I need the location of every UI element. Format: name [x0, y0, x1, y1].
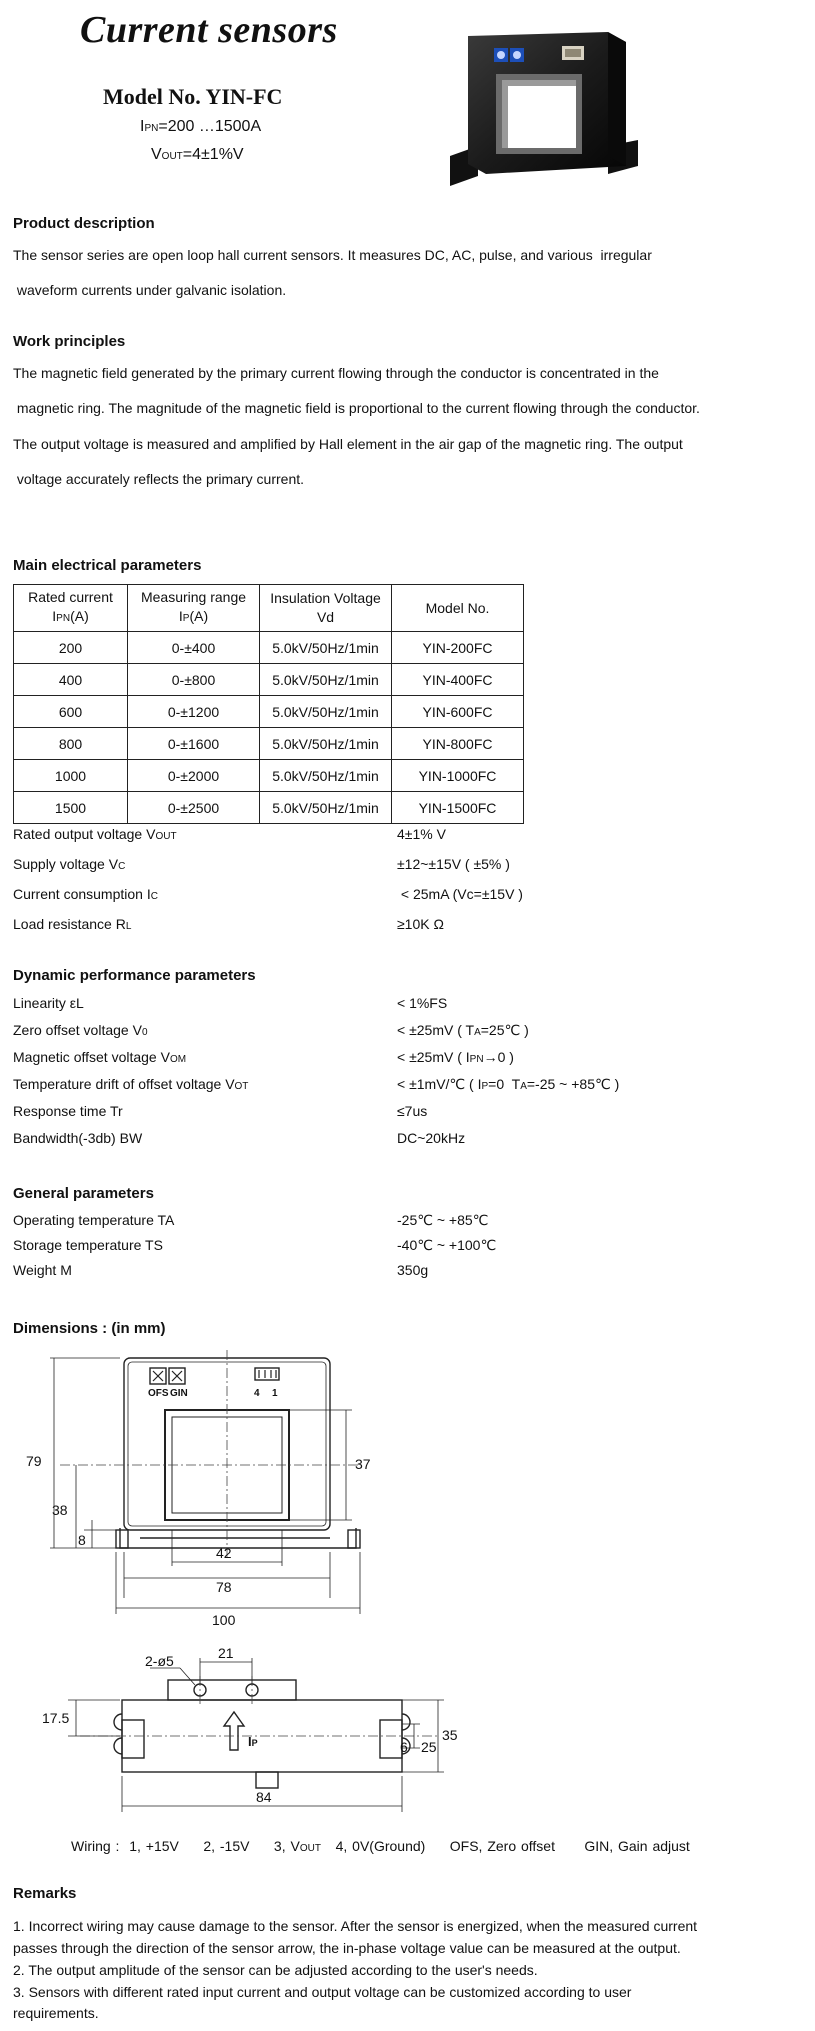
dim-79: 79 [26, 1453, 42, 1469]
cell: 5.0kV/50Hz/1min [260, 696, 392, 728]
cell: YIN-1000FC [392, 760, 524, 792]
dynamic-heading: Dynamic performance parameters [13, 967, 256, 984]
column-header-model-no: Model No. [392, 585, 524, 632]
spec-value: < 1%FS [397, 995, 448, 1011]
spec-value: < ±1mV/℃ ( IP=0 TA=-25 ~ +85℃ ) [397, 1076, 620, 1092]
remark-line: 2. The output amplitude of the sensor can be adjusted according to the user's needs. [13, 1962, 538, 1978]
spec-value: < ±25mV ( IPN→0 ) [397, 1049, 514, 1065]
cell: YIN-1500FC [392, 792, 524, 824]
main-electrical-heading: Main electrical parameters [13, 557, 202, 574]
spec-weight: Weight M [13, 1262, 72, 1278]
dim-17-5: 17.5 [42, 1710, 70, 1726]
rated-current-range: IPN=200 …1500A [140, 118, 262, 135]
spec-temperature-drift: Temperature drift of offset voltage VOT [13, 1076, 249, 1092]
column-header-rated-current: Rated current IPN(A) [14, 585, 128, 632]
spec-rated-output-voltage: Rated output voltage VOUT [13, 826, 177, 842]
cell: YIN-600FC [392, 696, 524, 728]
product-description-line: waveform currents under galvanic isolation. [13, 282, 287, 298]
dim-100: 100 [212, 1612, 236, 1628]
spec-value: ≥10K Ω [397, 916, 444, 932]
dim-42: 42 [216, 1545, 232, 1561]
pin-1-label: 1 [272, 1388, 278, 1399]
wiring-description: Wiring : 1, +15V 2, -15V 3, VOUT 4, 0V(Ground) OFS, Zero offset GIN, Gain adjust [71, 1838, 690, 1854]
column-header-measuring-range: Measuring range IP(A) [128, 585, 260, 632]
work-principles-line: voltage accurately reflects the primary current. [13, 471, 305, 487]
dim-78: 78 [216, 1579, 232, 1595]
dim-25: 25 [421, 1739, 437, 1755]
cell: 0-±1200 [128, 696, 260, 728]
dim-6: 6 [400, 1739, 408, 1755]
remark-line: passes through the direction of the sensor arrow, the in-phase voltage value can be measured at the output. [13, 1940, 681, 1956]
dim-35: 35 [442, 1727, 458, 1743]
rated-current-table [13, 584, 524, 824]
spec-linearity: Linearity εL [13, 995, 84, 1011]
dim-21: 21 [218, 1645, 234, 1661]
spec-zero-offset: Zero offset voltage V0 [13, 1022, 148, 1038]
cell: 0-±1600 [128, 728, 260, 760]
cell: 5.0kV/50Hz/1min [260, 792, 392, 824]
model-number: Model No. YIN-FC [103, 84, 283, 109]
spec-value: 350g [397, 1262, 429, 1278]
cell: 400 [14, 664, 128, 696]
spec-bandwidth: Bandwidth(-3db) BW [13, 1130, 143, 1146]
remark-line: 1. Incorrect wiring may cause damage to the sensor. After the sensor is energized, when the measured current [13, 1918, 698, 1934]
cell: 1500 [14, 792, 128, 824]
cell: YIN-200FC [392, 632, 524, 664]
work-principles-line: The output voltage is measured and amplified by Hall element in the air gap of the magnetic ring. The output [13, 436, 683, 452]
remark-line: 3. Sensors with different rated input current and output voltage can be customized according to user [13, 1984, 632, 2000]
column-header-insulation-voltage: Insulation Voltage Vd [260, 585, 392, 632]
dim-holes: 2-ø5 [145, 1653, 174, 1669]
cell: 0-±400 [128, 632, 260, 664]
dim-84: 84 [256, 1789, 272, 1805]
table-row [14, 664, 524, 696]
cell: 5.0kV/50Hz/1min [260, 632, 392, 664]
cell: 600 [14, 696, 128, 728]
spec-value: -40℃ ~ +100℃ [397, 1237, 497, 1253]
table-row [14, 792, 524, 824]
dim-37: 37 [355, 1456, 371, 1472]
gin-label: GIN [170, 1388, 188, 1399]
work-principles-line: magnetic ring. The magnitude of the magnetic field is proportional to the current flowing through the conductor. [13, 400, 700, 416]
cell: 800 [14, 728, 128, 760]
cell: 1000 [14, 760, 128, 792]
cell: 0-±800 [128, 664, 260, 696]
table-row [14, 760, 524, 792]
spec-current-consumption: Current consumption IC [13, 886, 158, 902]
cell: 5.0kV/50Hz/1min [260, 728, 392, 760]
cell: 5.0kV/50Hz/1min [260, 664, 392, 696]
cell: 5.0kV/50Hz/1min [260, 760, 392, 792]
remarks-heading: Remarks [13, 1885, 77, 1902]
table-row [14, 728, 524, 760]
ofs-label: OFS [148, 1388, 169, 1399]
table-row [14, 632, 524, 664]
top-view-drawing [40, 1640, 460, 1820]
spec-load-resistance: Load resistance RL [13, 916, 132, 932]
spec-value: < ±25mV ( TA=25℃ ) [397, 1022, 529, 1038]
spec-magnetic-offset: Magnetic offset voltage VOM [13, 1049, 187, 1065]
cell: YIN-800FC [392, 728, 524, 760]
table-row [14, 696, 524, 728]
work-principles-line: The magnetic field generated by the primary current flowing through the conductor is concentrated in the [13, 365, 659, 381]
dim-8: 8 [78, 1532, 86, 1548]
spec-value: ≤7us [397, 1103, 428, 1119]
product-description-heading: Product description [13, 215, 155, 232]
cell: 0-±2000 [128, 760, 260, 792]
general-heading: General parameters [13, 1185, 154, 1202]
pin-4-label: 4 [254, 1388, 260, 1399]
work-principles-heading: Work principles [13, 333, 126, 350]
spec-value: DC~20kHz [397, 1130, 466, 1146]
spec-operating-temp: Operating temperature TA [13, 1212, 175, 1228]
spec-value: < 25mA (Vc=±15V ) [397, 886, 523, 902]
cell: YIN-400FC [392, 664, 524, 696]
remark-line: requirements. [13, 2005, 99, 2021]
page-title: Current sensors [80, 9, 338, 51]
front-view-drawing [20, 1340, 380, 1630]
spec-value: ±12~±15V ( ±5% ) [397, 856, 510, 872]
spec-value: -25℃ ~ +85℃ [397, 1212, 489, 1228]
spec-supply-voltage: Supply voltage VC [13, 856, 126, 872]
dimensions-heading: Dimensions : (in mm) [13, 1320, 166, 1337]
spec-value: 4±1% V [397, 826, 446, 842]
spec-response-time: Response time Tr [13, 1103, 123, 1119]
output-voltage-spec: VOUT=4±1%V [151, 146, 244, 163]
cell: 200 [14, 632, 128, 664]
dim-38: 38 [52, 1502, 68, 1518]
product-photo [448, 28, 648, 188]
cell: 0-±2500 [128, 792, 260, 824]
spec-storage-temp: Storage temperature TS [13, 1237, 163, 1253]
product-description-line: The sensor series are open loop hall current sensors. It measures DC, AC, pulse, and various irregular [13, 247, 652, 263]
ip-label: IP [248, 1734, 258, 1749]
